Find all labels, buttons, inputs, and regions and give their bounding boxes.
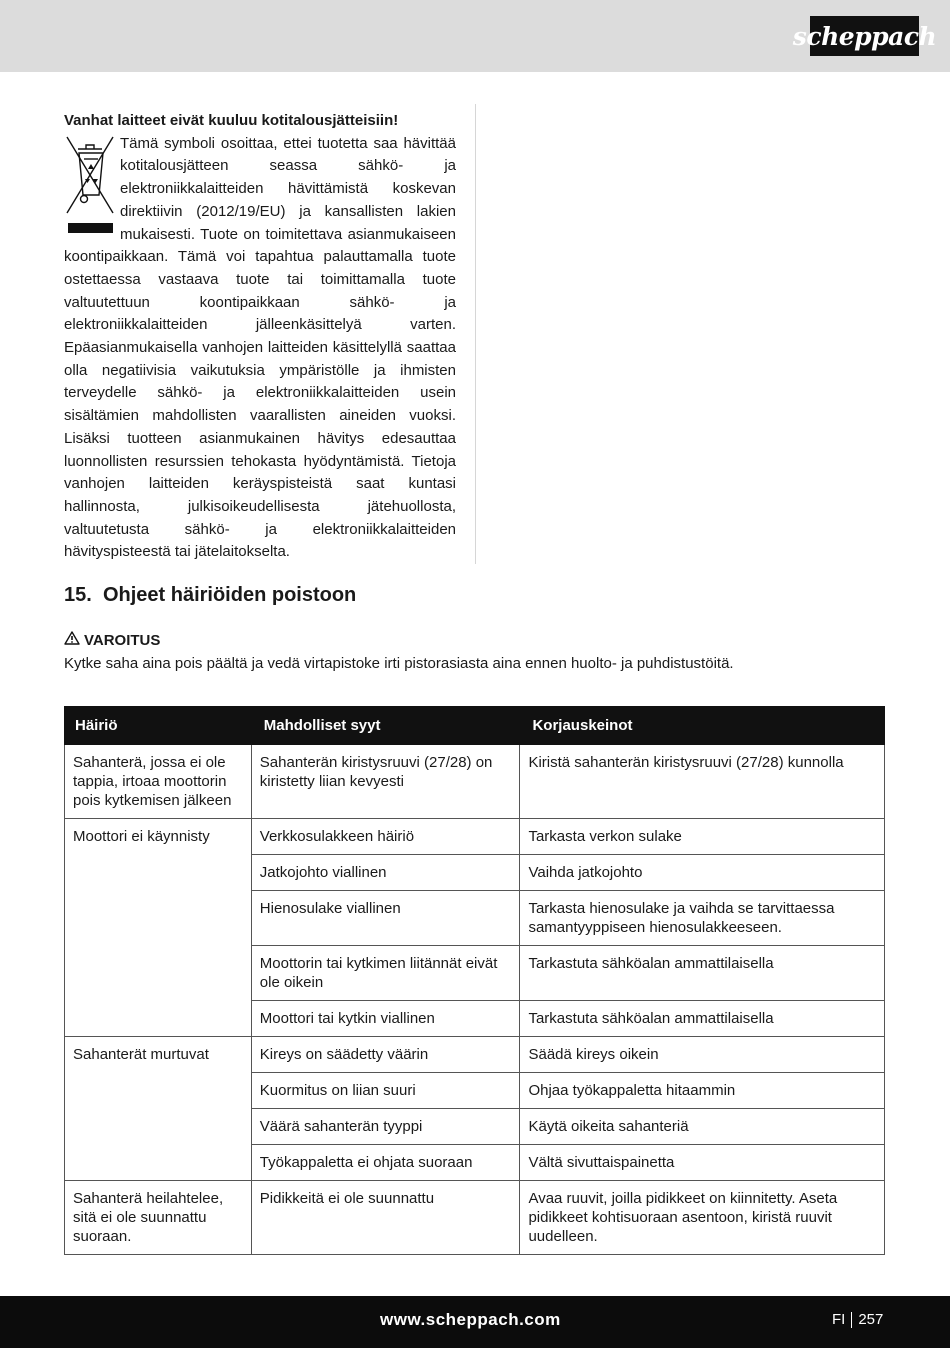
header-fault: Häiriö xyxy=(65,707,252,745)
remedy-cell: Säädä kireys oikein xyxy=(520,1037,885,1073)
cause-cell: Jatkojohto viallinen xyxy=(251,855,520,891)
table-row xyxy=(65,1037,885,1073)
cause-cell: Väärä sahanterän tyyppi xyxy=(251,1109,520,1145)
column-divider xyxy=(475,104,476,564)
cause-cell: Työkappaletta ei ohjata suoraan xyxy=(251,1145,520,1181)
header-remedies: Korjauskeinot xyxy=(520,707,885,745)
disposal-heading: Vanhat laitteet eivät kuuluu kotitalousjätteisiin! xyxy=(64,112,399,129)
page-separator xyxy=(851,1312,852,1328)
cause-cell: Hienosulake viallinen xyxy=(251,891,520,946)
cause-cell: Pidikkeitä ei ole suunnattu xyxy=(251,1181,520,1255)
table-row xyxy=(65,745,885,819)
fault-cell: Sahanterät murtuvat xyxy=(65,1037,252,1181)
remedy-cell: Tarkasta verkon sulake xyxy=(520,819,885,855)
remedy-cell: Tarkastuta sähköalan ammattilaisella xyxy=(520,1001,885,1037)
table-header-row xyxy=(65,707,885,745)
section-title xyxy=(64,582,356,608)
page-number-value: 257 xyxy=(858,1311,884,1328)
table-row xyxy=(65,1181,885,1255)
weee-bar xyxy=(68,223,113,233)
cause-cell: Moottorin tai kytkimen liitännät eivät ole oikein xyxy=(251,946,520,1001)
remedy-cell: Tarkasta hienosulake ja vaihda se tarvittaessa samantyyppiseen hienosulakkeeseen. xyxy=(520,891,885,946)
warning-title xyxy=(64,631,160,651)
section-title-text: Ohjeet häiriöiden poistoon xyxy=(102,584,357,606)
header-band xyxy=(0,0,950,72)
footer-url: www.scheppach.com xyxy=(380,1310,561,1329)
fault-cell: Moottori ei käynnisty xyxy=(65,819,252,1037)
warning-triangle-icon xyxy=(64,631,80,651)
header-causes: Mahdolliset syyt xyxy=(251,707,520,745)
fault-cell: Sahanterä, jossa ei ole tappia, irtoaa moottorin pois kytkemisen jälkeen xyxy=(65,745,252,819)
remedy-cell: Tarkastuta sähköalan ammattilaisella xyxy=(520,946,885,1001)
remedy-cell: Vältä sivuttaispainetta xyxy=(520,1145,885,1181)
remedy-cell: Käytä oikeita sahanteriä xyxy=(520,1109,885,1145)
cause-cell: Verkkosulakkeen häiriö xyxy=(251,819,520,855)
table-row xyxy=(65,819,885,855)
language-code: FI xyxy=(832,1311,846,1328)
remedy-cell: Avaa ruuvit, joilla pidikkeet on kiinnitetty. Aseta pidikkeet kohtisuoraan asentoon, kiristä ruuvit uudelleen. xyxy=(520,1181,885,1255)
disposal-text: Tämä symboli osoittaa, ettei tuotetta saa hävittää kotitalousjätteen seassa sähkö- ja elektroniikkalaitteiden hävittämistä koskevan direktiivin (2012/19/EU) ja kansallisten lakien mukaisesti. Tuote on toimitettava asianmukaiseen koontipaikkaan. Tämä voi tapahtua palauttamalla tuote ostettaessa vastaava tuote tai toimittamalla tuote valtuutettuun koontipaikkaan sähkö- ja elektroniikkalaitteiden jälleenkäsittelyä varten. Epäasianmukaisella vanhojen laitteiden käsittelyllä saattaa olla negatiivisia vaikutuksia ympäristölle ja ihmisten terveydelle sähkö- ja elektroniikkalaitteiden usein sisältämien mahdollisten vaarallisten aineiden vuoksi. Lisäksi tuotteen asianmukainen hävitys edesauttaa luonnollisten resurssien tehokasta hyödyntämistä. Tietoja vanhojen laitteiden keräyspisteistä saat kuntasi hallinnosta, julkisoikeudellisesta jätehuollosta, valtuutetusta sähkö- ja elektroniikkalaitteiden hävityspisteestä tai jätelaitokselta. xyxy=(64,134,456,561)
cause-cell: Sahanterän kiristysruuvi (27/28) on kiristetty liian kevyesti xyxy=(251,745,520,819)
fault-cell: Sahanterä heilahtelee, sitä ei ole suunnattu suoraan. xyxy=(65,1181,252,1255)
cause-cell: Kuormitus on liian suuri xyxy=(251,1073,520,1109)
scheppach-logo: scheppach xyxy=(810,16,919,56)
cause-cell: Kireys on säädetty väärin xyxy=(251,1037,520,1073)
crossed-out-wheelie-bin-icon xyxy=(64,133,116,233)
remedy-cell: Vaihda jatkojohto xyxy=(520,855,885,891)
troubleshooting-table xyxy=(64,706,885,1255)
section-number: 15. xyxy=(64,584,92,606)
remedy-cell: Ohjaa työkappaletta hitaammin xyxy=(520,1073,885,1109)
remedy-cell: Kiristä sahanterän kiristysruuvi (27/28) kunnolla xyxy=(520,745,885,819)
cause-cell: Moottori tai kytkin viallinen xyxy=(251,1001,520,1037)
warning-title-text: VAROITUS xyxy=(84,632,161,649)
disposal-section xyxy=(64,110,456,564)
warning-text: Kytke saha aina pois päältä ja vedä virtapistoke irti pistorasiasta aina ennen huolto- ja puhdistustöitä. xyxy=(64,655,734,672)
page-number xyxy=(832,1311,883,1328)
footer-band xyxy=(0,1296,950,1348)
